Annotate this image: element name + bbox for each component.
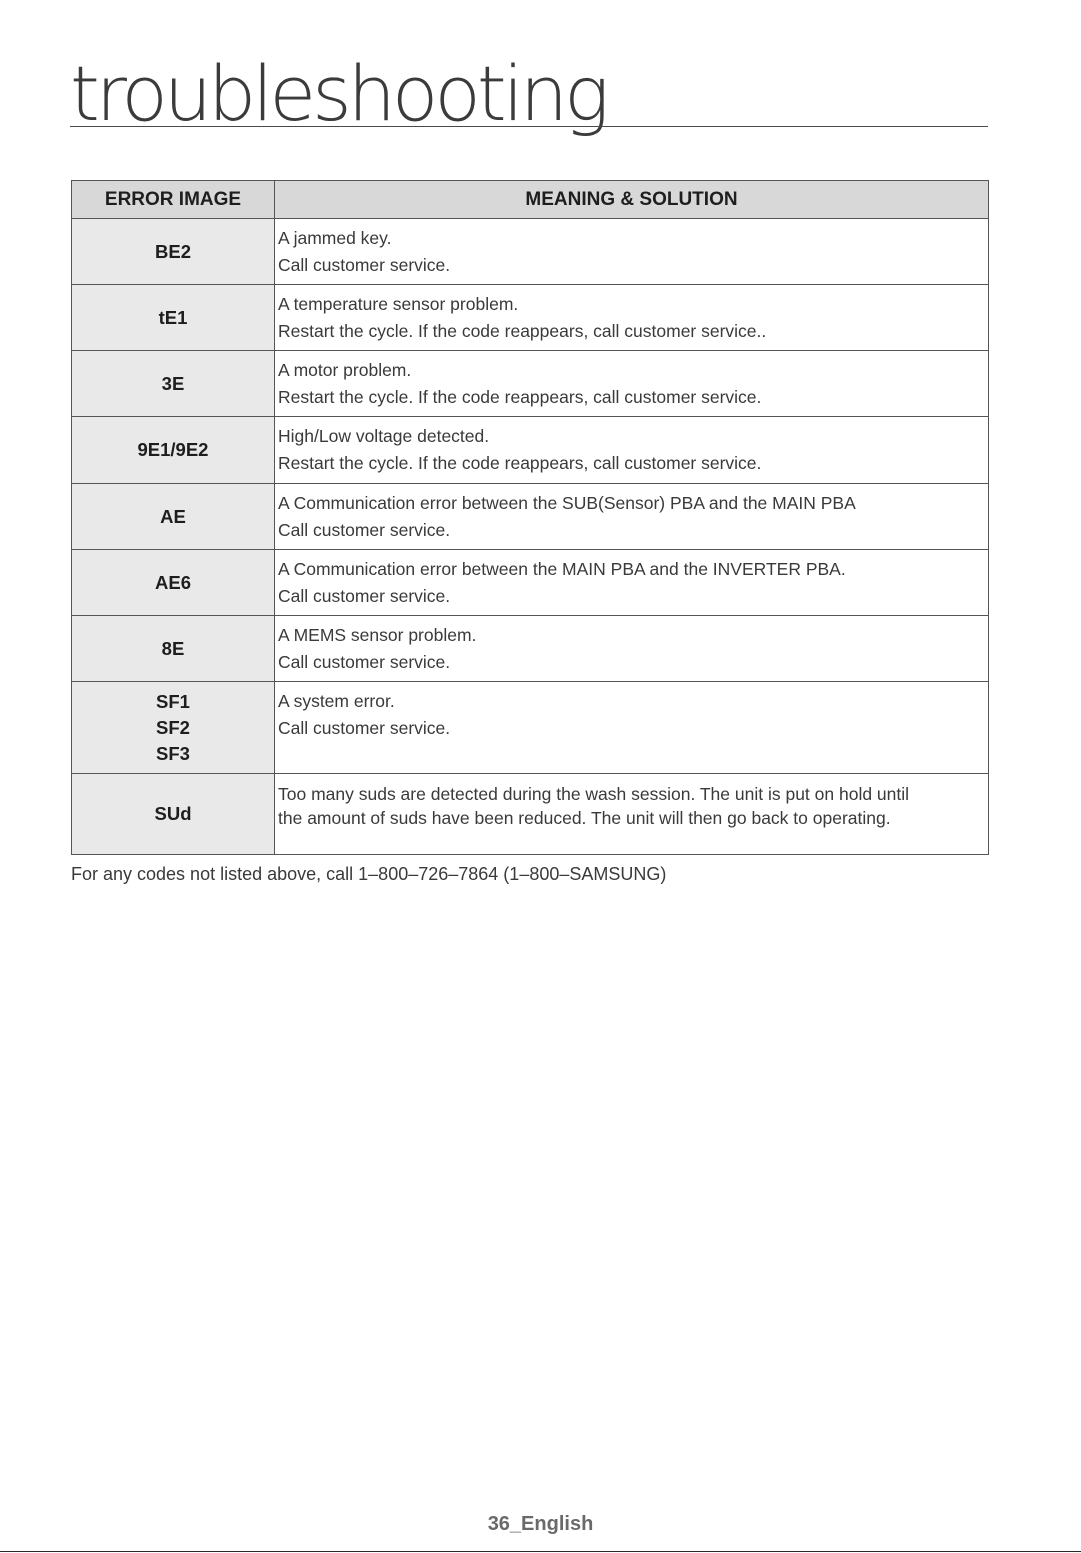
table-row xyxy=(72,616,989,682)
page-title: troubleshooting xyxy=(70,49,606,138)
solution-text: Restart the cycle. If the code reappears, call customer service.. xyxy=(278,321,767,341)
solution-text: Call customer service. xyxy=(278,520,451,540)
meaning-cell xyxy=(275,774,989,855)
error-code: AE xyxy=(160,505,186,527)
error-code-cell xyxy=(72,417,275,484)
table-row xyxy=(72,550,989,616)
error-code: BE2 xyxy=(155,240,191,262)
error-code-cell xyxy=(72,774,275,855)
title-underline xyxy=(70,126,988,127)
meaning-cell xyxy=(275,484,989,550)
meaning-text: A system error. xyxy=(278,691,395,711)
solution-text: Call customer service. xyxy=(278,718,451,738)
meaning-cell xyxy=(275,682,989,774)
error-code-cell xyxy=(72,484,275,550)
meaning-text: High/Low voltage detected. xyxy=(278,426,490,446)
table-row xyxy=(72,351,989,417)
meaning-text: A Communication error between the SUB(Sensor) PBA and the MAIN PBA xyxy=(278,493,856,513)
table-row xyxy=(72,682,989,774)
solution-text: Restart the cycle. If the code reappears, call customer service. xyxy=(278,387,762,407)
header-meaning-solution: MEANING & SOLUTION xyxy=(275,181,989,219)
error-code: 9E1/9E2 xyxy=(137,439,209,460)
meaning-text: A Communication error between the MAIN PBA and the INVERTER PBA. xyxy=(278,559,846,579)
error-code: SF1 xyxy=(156,690,190,712)
meaning-text: A jammed key. xyxy=(278,228,392,248)
table-row xyxy=(72,417,989,484)
error-code: tE1 xyxy=(158,306,188,328)
meaning-cell xyxy=(275,285,989,351)
error-code: AE6 xyxy=(155,571,191,593)
meaning-cell xyxy=(275,417,989,484)
meaning-text: A MEMS sensor problem. xyxy=(278,625,477,645)
table-row xyxy=(72,285,989,351)
solution-text: Call customer service. xyxy=(278,652,451,672)
solution-text: Call customer service. xyxy=(278,586,451,606)
table-row xyxy=(72,774,989,855)
meaning-text: A motor problem. xyxy=(278,360,412,380)
solution-text: Restart the cycle. If the code reappears, call customer service. xyxy=(278,453,762,473)
header-error-image: ERROR IMAGE xyxy=(72,181,275,219)
error-code-cell xyxy=(72,550,275,616)
page-number: 36_English xyxy=(487,1513,594,1535)
error-code-table xyxy=(71,180,989,855)
error-code-cell xyxy=(72,682,275,774)
error-code: SF3 xyxy=(156,742,190,764)
error-code-cell xyxy=(72,285,275,351)
error-code: SUd xyxy=(154,803,192,824)
bottom-divider xyxy=(0,1551,1081,1552)
meaning-text: Too many suds are detected during the wash session. The unit is put on hold until xyxy=(278,784,910,804)
table-header-row xyxy=(72,181,989,219)
meaning-cell xyxy=(275,351,989,417)
error-code-cell xyxy=(72,616,275,682)
error-code: 8E xyxy=(161,637,185,659)
solution-text: Call customer service. xyxy=(278,255,451,275)
error-code-cell xyxy=(72,351,275,417)
table-row xyxy=(72,484,989,550)
table-row xyxy=(72,219,989,285)
meaning-cell xyxy=(275,616,989,682)
solution-text: the amount of suds have been reduced. The unit will then go back to operating. xyxy=(278,808,891,828)
error-code-cell xyxy=(72,219,275,285)
contact-note: For any codes not listed above, call 1–800–726–7864 (1–800–SAMSUNG) xyxy=(71,864,667,884)
error-code: 3E xyxy=(161,372,185,394)
error-code: SF2 xyxy=(156,716,190,738)
meaning-text: A temperature sensor problem. xyxy=(278,294,519,314)
meaning-cell xyxy=(275,550,989,616)
meaning-cell xyxy=(275,219,989,285)
